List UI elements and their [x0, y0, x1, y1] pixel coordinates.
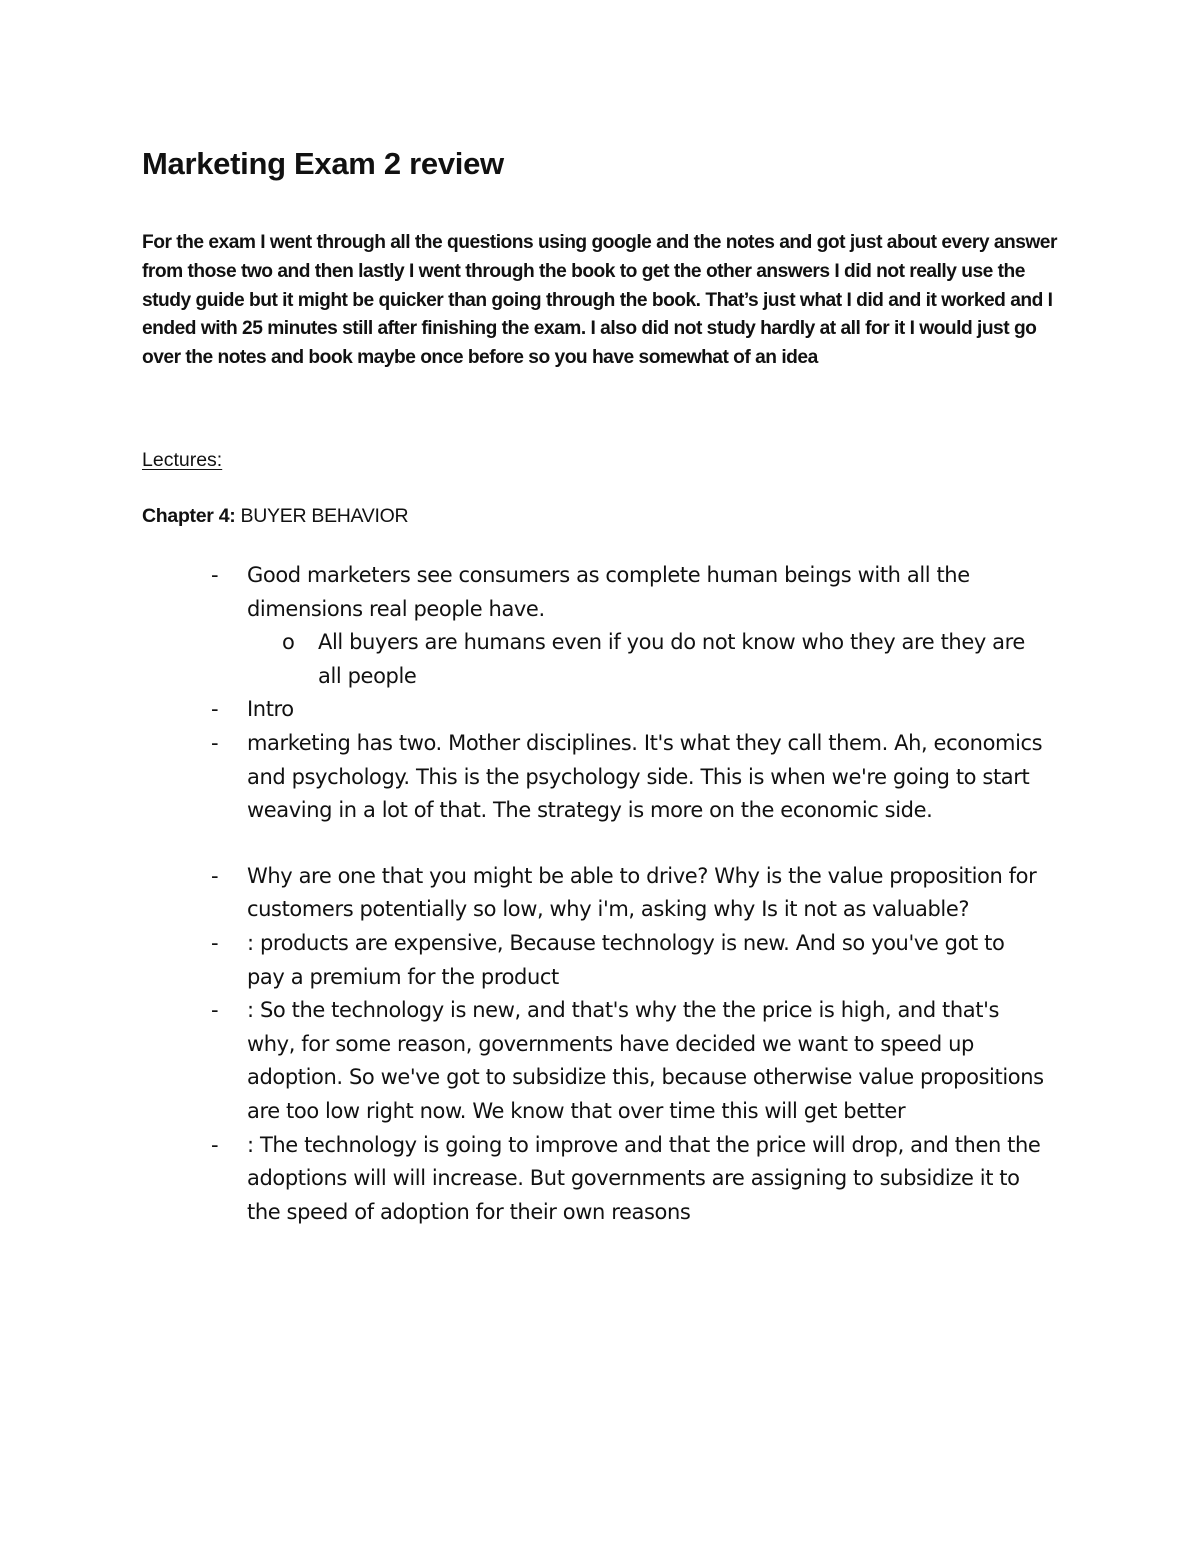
- list-item: [0, 693, 1047, 727]
- lectures-heading: Lectures:: [142, 449, 223, 471]
- list-item-text: marketing has two. Mother disciplines. It's what they call them. Ah, economics and psychology. This is the psychology side. This is when we're going to start weaving in a lot of that. The strategy is more on the economic side.: [247, 730, 1043, 823]
- bullet-marker: -: [211, 563, 219, 587]
- bullet-marker: -: [211, 730, 219, 755]
- list-item-text: : The technology is going to improve and that the price will drop, and then the adoptions will will increase. But governments are assigning to subsidize it to the speed of adoption for their own reasons: [247, 1132, 1041, 1224]
- list-item-text: Intro: [247, 697, 294, 722]
- bullet-marker: -: [211, 863, 219, 888]
- list-item: [0, 860, 1047, 927]
- list-item-text: Good marketers see consumers as complete human beings with all the dimensions real people have.: [247, 563, 970, 621]
- lecture-notes-list: [0, 559, 1200, 1229]
- list-item: [0, 727, 1047, 828]
- bullet-marker: -: [211, 930, 219, 955]
- list-item: [0, 927, 1047, 994]
- list-item: [0, 994, 1047, 1128]
- sub-list-item: [0, 626, 1053, 693]
- sub-list-item-text: All buyers are humans even if you do not know who they are they are all people: [318, 630, 1025, 688]
- sub-bullet-marker: o: [282, 630, 295, 655]
- intro-paragraph: For the exam I went through all the questions using google and the notes and got just about every answer from those two and then lastly I went through the book to get the other answers I did not really use the study guide but it might be quicker than going through the book. That’s just what I did and it worked and I ended with 25 minutes still after finishing the exam. I also did not study hardly at all for it I would just go over the notes and book maybe once before so you have somewhat of an idea: [142, 232, 1057, 369]
- list-item: [0, 1129, 1047, 1230]
- bullet-marker: -: [211, 1132, 219, 1157]
- chapter-label: Chapter 4:: [142, 505, 236, 527]
- paragraph-spacer: [0, 828, 1200, 860]
- bullet-marker: -: [211, 998, 219, 1023]
- list-item-text: : products are expensive, Because technology is new. And so you've got to pay a premium for the product: [247, 930, 1005, 989]
- chapter-title: BUYER BEHAVIOR: [235, 505, 409, 527]
- document-title: Marketing Exam 2 review: [142, 146, 504, 181]
- chapter-heading: [142, 502, 408, 530]
- bullet-marker: -: [211, 697, 219, 722]
- list-item: [0, 559, 1047, 626]
- list-item-text: Why are one that you might be able to drive? Why is the value proposition for customers potentially so low, why i'm, asking why Is it not as valuable?: [247, 863, 1037, 922]
- list-item-text: : So the technology is new, and that's why the the price is high, and that's why, for some reason, governments have decided we want to speed up adoption. So we've got to subsidize this, because otherwise value propositions are too low right now. We know that over time this will get better: [247, 998, 1044, 1123]
